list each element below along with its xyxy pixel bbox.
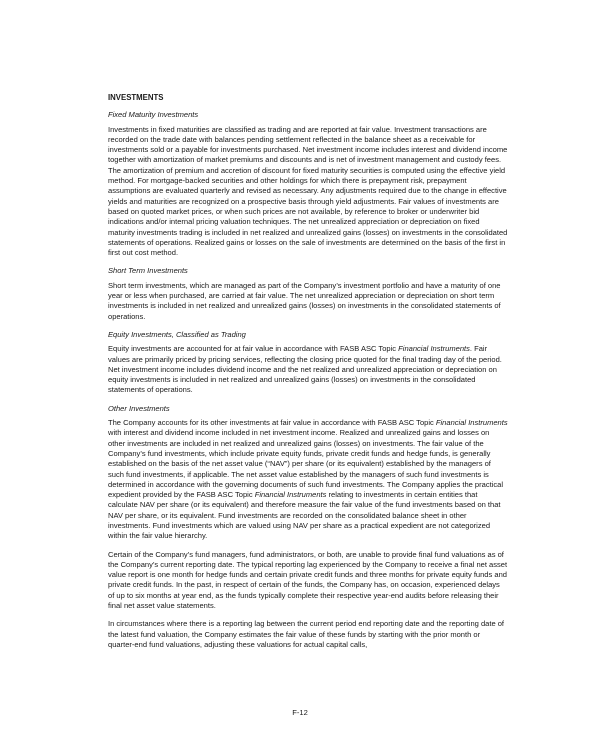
document-page xyxy=(108,93,508,658)
text-run: The Company accounts for its other investments at fair value in accordance with FASB ASC Topic xyxy=(108,418,436,428)
subheading-short-term: Short Term Investments xyxy=(108,266,188,276)
text-run: relating to investments in certain entities that calculate NAV per share (or its equivalent) and therefore measure the fair value of the fund investments based on that NAV per share, or its equivalent. Fund investments are recorded on the consolidated balance sheet in other investments. Fund investments which are valued using NAV per share as a practical expedient are not categorized within the fair value hierarchy. xyxy=(108,490,501,541)
italic-term: Financial Instruments xyxy=(435,418,508,428)
paragraph-other-3: In circumstances where there is a reporting lag between the current period end reporting date and the reporting date of the latest fund valuation, the Company estimates the fair value of these funds by starting with the prior month or quarter-end fund valuations, adjusting these valuations for actual capital calls, xyxy=(108,619,505,649)
page-number: F-12 xyxy=(292,708,308,717)
paragraph-short-term: Short term investments, which are managed as part of the Company’s investment portfolio and have a maturity of one year or less when purchased, are carried at fair value. The net unrealized appreciation or depreciation on short term investments is included in net realized and unrealized gains (losses) on investments in the consolidated statements of operations. xyxy=(108,280,501,321)
subheading-equity: Equity Investments, Classified as Trading xyxy=(108,329,246,339)
paragraph-equity xyxy=(108,344,508,395)
subheading-fixed-maturity: Fixed Maturity Investments xyxy=(108,110,199,120)
italic-term: Financial Instruments xyxy=(398,344,470,354)
text-run: with interest and dividend income included in net investment income. Realized and unrealized gains and losses on other investments are included in net realized and unrealized gains (losses) on investments. The fair value of the Company’s fund investments, which include private equity funds, private credit funds and hedge funds, is generally established on the basis of the net asset value (“NAV”) per share (or its equivalent) established by the managers of such fund investments, if applicable. The net asset value established by the managers of such fund investments is determined in accordance with the governing documents of such fund investments. The Company applies the practical expedient provided by the FASB ASC Topic xyxy=(108,428,504,500)
italic-term: Financial Instruments xyxy=(254,490,327,500)
subheading-other: Other Investments xyxy=(108,403,170,413)
section-title: INVESTMENTS xyxy=(108,93,164,102)
paragraph-other-1 xyxy=(108,418,508,542)
text-run: Equity investments are accounted for at fair value in accordance with FASB ASC Topic xyxy=(108,344,399,354)
paragraph-fixed-maturity: Investments in fixed maturities are classified as trading and are reported at fair value. Investment transactions are recorded on the trade date with balances pending settlement reflected in the balance sheet as a receivable for investments sold or a payable for investments purchased. Net investment income includes interest and dividend income together with amortization of market premiums and discounts and is net of investment management and custody fees. The amortization of premium and accretion of discount for fixed maturity securities is computed using the effective yield method. For mortgage-backed securities and other holdings for which there is prepayment risk, prepayment assumptions are evaluated quarterly and revised as necessary. Any adjustments required due to the change in effective yields and maturities are recognized on a prospective basis through yield adjustments. Fair values of investments are based on quoted market prices, or when such prices are not available, by reference to broker or underwriter bid indications and/or internal pricing valuation techniques. The net unrealized appreciation or depreciation on fixed maturity investments trading is included in net realized and unrealized gains (losses) on investments in the consolidated statements of operations. Realized gains or losses on the sale of investments are determined on the basis of the first in first out cost method. xyxy=(108,124,508,258)
text-run: . Fair values are primarily priced by pricing services, reflecting the closing price quoted for the final trading day of the period. Net investment income includes dividend income and the net realized and unrealized appreciation or depreciation on equity investments is included in net realized and unrealized gains (losses) on investments in the consolidated statements of operations. xyxy=(108,344,502,395)
paragraph-other-2: Certain of the Company’s fund managers, fund administrators, or both, are unable to provide final fund valuations as of the Company’s current reporting date. The typical reporting lag experienced by the Company to receive a final net asset value report is one month for hedge funds and certain private credit funds and three months for private equity funds and private credit funds. In the past, in respect of certain of the funds, the Company has, on occasion, experienced delays of up to six months at year end, as the funds typically complete their respective year-end audits before releasing their final net asset value statements. xyxy=(108,549,508,611)
